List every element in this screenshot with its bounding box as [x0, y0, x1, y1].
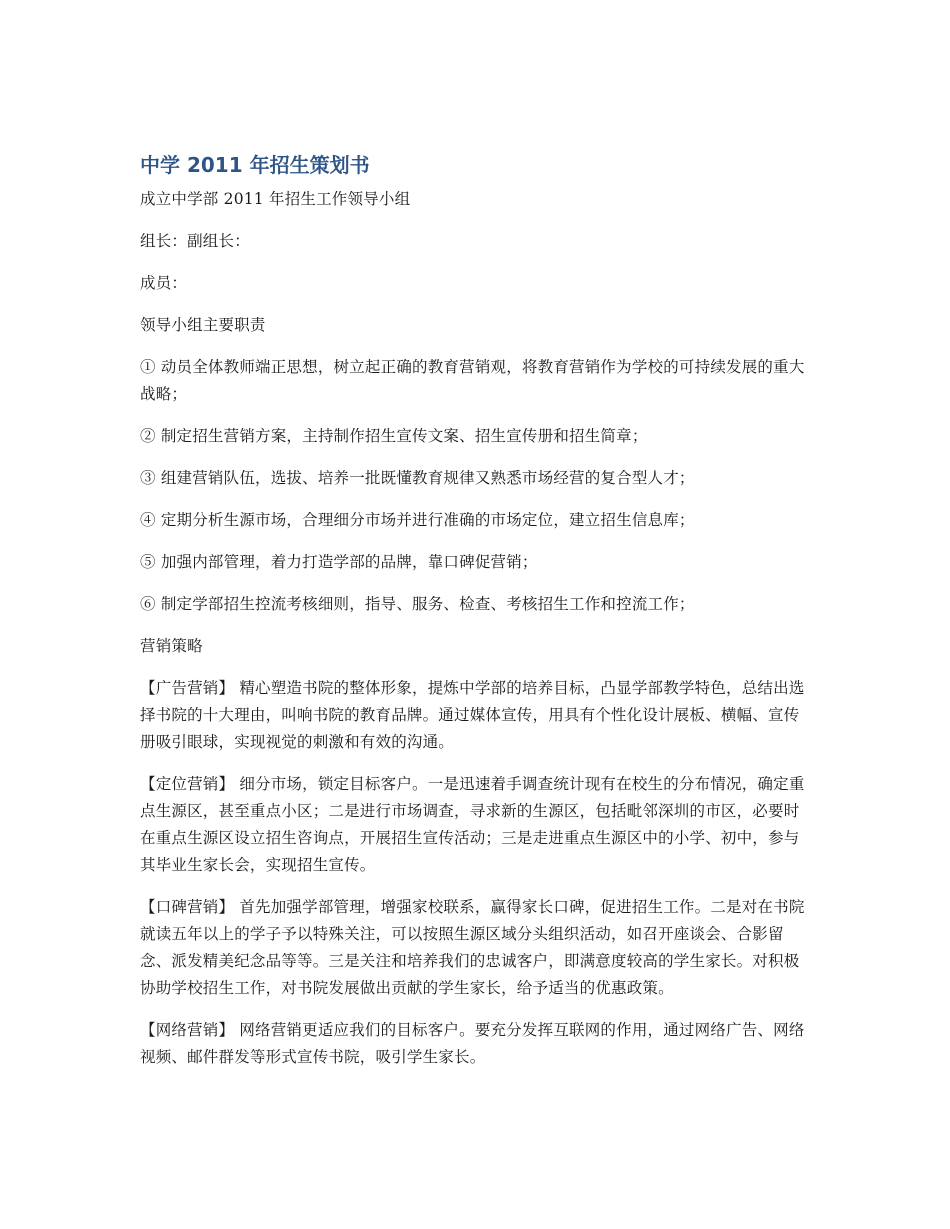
paragraph-positioning-marketing: 【定位营销】 细分市场，锁定目标客户。一是迅速着手调查统计现有在校生的分布情况，确定重点生源区，甚至重点小区；二是进行市场调查，寻求新的生源区，包括毗邻深圳的市区，必要时在重点生源区设立招生咨询点，开展招生宣传活动；三是走进重点生源区中的小学、初中，参与其毕业生家长会，实现招生宣传。 — [140, 775, 805, 874]
paragraph-duty-6: ⑥ 制定学部招生控流考核细则，指导、服务、检查、考核招生工作和控流工作； — [140, 595, 695, 613]
paragraph-duty-1: ① 动员全体教师端正思想，树立起正确的教育营销观，将教育营销作为学校的可持续发展的重大战略； — [140, 358, 805, 403]
document-page — [140, 150, 812, 1086]
paragraph-word-of-mouth-marketing: 【口碑营销】 首先加强学部管理，增强家校联系，赢得家长口碑，促进招生工作。二是对在书院就读五年以上的学子予以特殊关注，可以按照生源区域分头组织活动，如召开座谈会、合影留念、派发精美纪念品等等。三是关注和培养我们的忠诚客户，即满意度较高的学生家长。对积极协助学校招生工作，对书院发展做出贡献的学生家长，给予适当的优惠政策。 — [140, 898, 805, 997]
document-title: 中学 2011 年招生策划书 — [140, 153, 370, 177]
paragraph-advertising-marketing: 【广告营销】 精心塑造书院的整体形象，提炼中学部的培养目标，凸显学部教学特色，总结出选择书院的十大理由，叫响书院的教育品牌。通过媒体宣传，用具有个性化设计展板、横幅、宣传册吸引眼球，实现视觉的刺激和有效的沟通。 — [140, 679, 805, 751]
document-subtitle: 成立中学部 2011 年招生工作领导小组 — [140, 190, 411, 208]
paragraph-duties-heading: 领导小组主要职责 — [140, 316, 266, 334]
paragraph-members: 成员： — [140, 274, 188, 292]
paragraph-duty-3: ③ 组建营销队伍，选拔、培养一批既懂教育规律又熟悉市场经营的复合型人才； — [140, 469, 695, 487]
paragraph-duty-2: ② 制定招生营销方案，主持制作招生宣传文案、招生宣传册和招生简章； — [140, 427, 648, 445]
paragraph-duty-4: ④ 定期分析生源市场，合理细分市场并进行准确的市场定位，建立招生信息库； — [140, 511, 695, 529]
paragraph-duty-5: ⑤ 加强内部管理，着力打造学部的品牌，靠口碑促营销； — [140, 553, 538, 571]
paragraph-leaders: 组长：副组长： — [140, 232, 250, 250]
paragraph-strategy-heading: 营销策略 — [140, 637, 203, 655]
paragraph-online-marketing: 【网络营销】 网络营销更适应我们的目标客户。要充分发挥互联网的作用，通过网络广告、网络视频、邮件群发等形式宣传书院，吸引学生家长。 — [140, 1021, 805, 1066]
